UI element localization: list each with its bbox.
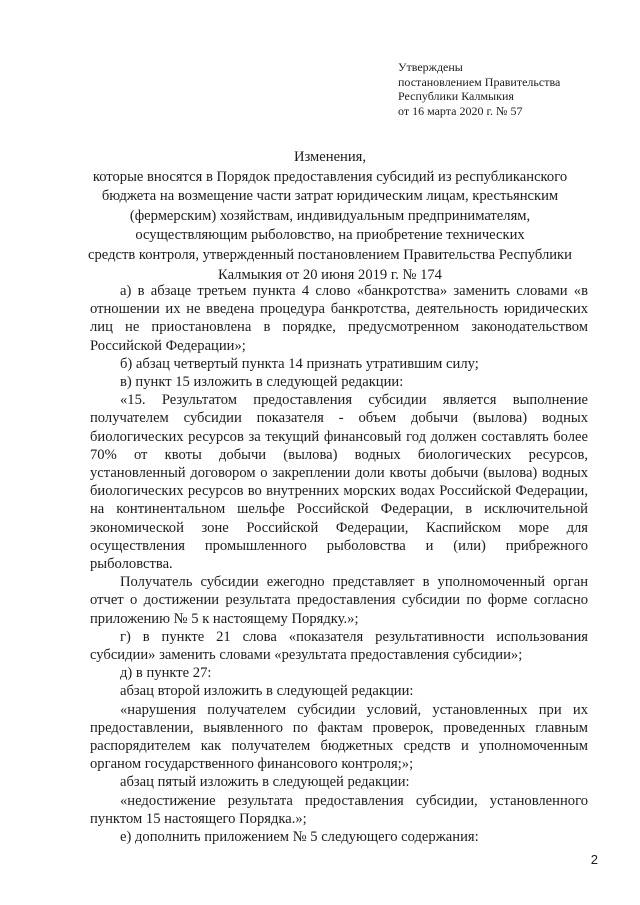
paragraph-nonachievement: «недостижение результата предоставления субсидии, установленного пунктом 15 настоящего Порядка.»; bbox=[90, 792, 588, 827]
title-line: Изменения, bbox=[293, 149, 367, 165]
paragraph-d-fifth: абзац пятый изложить в следующей редакции: bbox=[120, 774, 410, 791]
paragraph-a: а) в абзаце третьем пункта 4 слово «банкротства» заменить словами «в отношении их не введена процедура банкротства, деятельность юридических лиц не приостановлена в порядке, предусмотренном законодательством Российской Федерации»; bbox=[90, 283, 588, 354]
approval-line: Республики Калмыкия bbox=[398, 89, 514, 103]
title-line: Калмыкия от 20 июня 2019 г. № 174 bbox=[218, 266, 442, 283]
page-number: 2 bbox=[590, 852, 598, 867]
title-line: осуществляющим рыболовство, на приобретение технических bbox=[135, 227, 525, 244]
paragraph-d: д) в пункте 27: bbox=[120, 665, 212, 682]
approval-stamp bbox=[398, 60, 628, 118]
paragraph-g: г) в пункте 21 слова «показателя результативности использования субсидии» заменить словами «результата предоставления субсидии»; bbox=[90, 628, 588, 664]
approval-line: постановлением Правительства bbox=[398, 74, 561, 89]
paragraph-point-15: «15. Результатом предоставления субсидии является выполнение получателем субсидии показателя - объем добычи (вылова) водных биологических ресурсов за текущий финансовый год должен составлять более 70% от квоты добычи (вылова) водных биологических ресурсов, установленный договором о закреплении доли квоты добычи (вылова) водных биологических ресурсов во внутренних морских водах Российской Федерации, на континентальном шельфе Российской Федерации, в исключительной экономической зоне Российской Федерации, Каспийском море для осуществления промышленного рыболовства и (или) прибрежного рыболовства. bbox=[90, 392, 588, 573]
approval-line: Утверждены bbox=[398, 60, 463, 74]
paragraph-report: Получатель субсидии ежегодно представляет в уполномоченный орган отчет о достижении результата предоставления субсидии по форме согласно приложению № 5 к настоящему Порядку.»; bbox=[90, 574, 588, 627]
paragraph-d-second: абзац второй изложить в следующей редакции: bbox=[120, 683, 414, 700]
document-title bbox=[60, 148, 600, 285]
paragraph-e: е) дополнить приложением № 5 следующего содержания: bbox=[120, 829, 479, 846]
document-body bbox=[90, 282, 588, 846]
title-line: средств контроля, утвержденный постановлением Правительства Республики bbox=[88, 246, 572, 263]
title-line: бюджета на возмещение части затрат юридическим лицам, крестьянским bbox=[101, 188, 559, 205]
approval-line: от 16 марта 2020 г. № 57 bbox=[398, 103, 523, 118]
paragraph-b: б) абзац четвертый пункта 14 признать утратившим силу; bbox=[120, 355, 479, 372]
paragraph-v: в) пункт 15 изложить в следующей редакции: bbox=[120, 374, 404, 391]
paragraph-violation: «нарушения получателем субсидии условий, установленных при их предоставлении, выявленного по фактам проверок, проведенных главным распорядителем как получателем бюджетных средств и уполномоченным органом государственного финансового контроля;»; bbox=[90, 701, 588, 773]
title-line: которые вносятся в Порядок предоставления субсидий из республиканского bbox=[92, 168, 568, 185]
title-line: (фермерским) хозяйствам, индивидуальным предпринимателям, bbox=[129, 207, 531, 224]
